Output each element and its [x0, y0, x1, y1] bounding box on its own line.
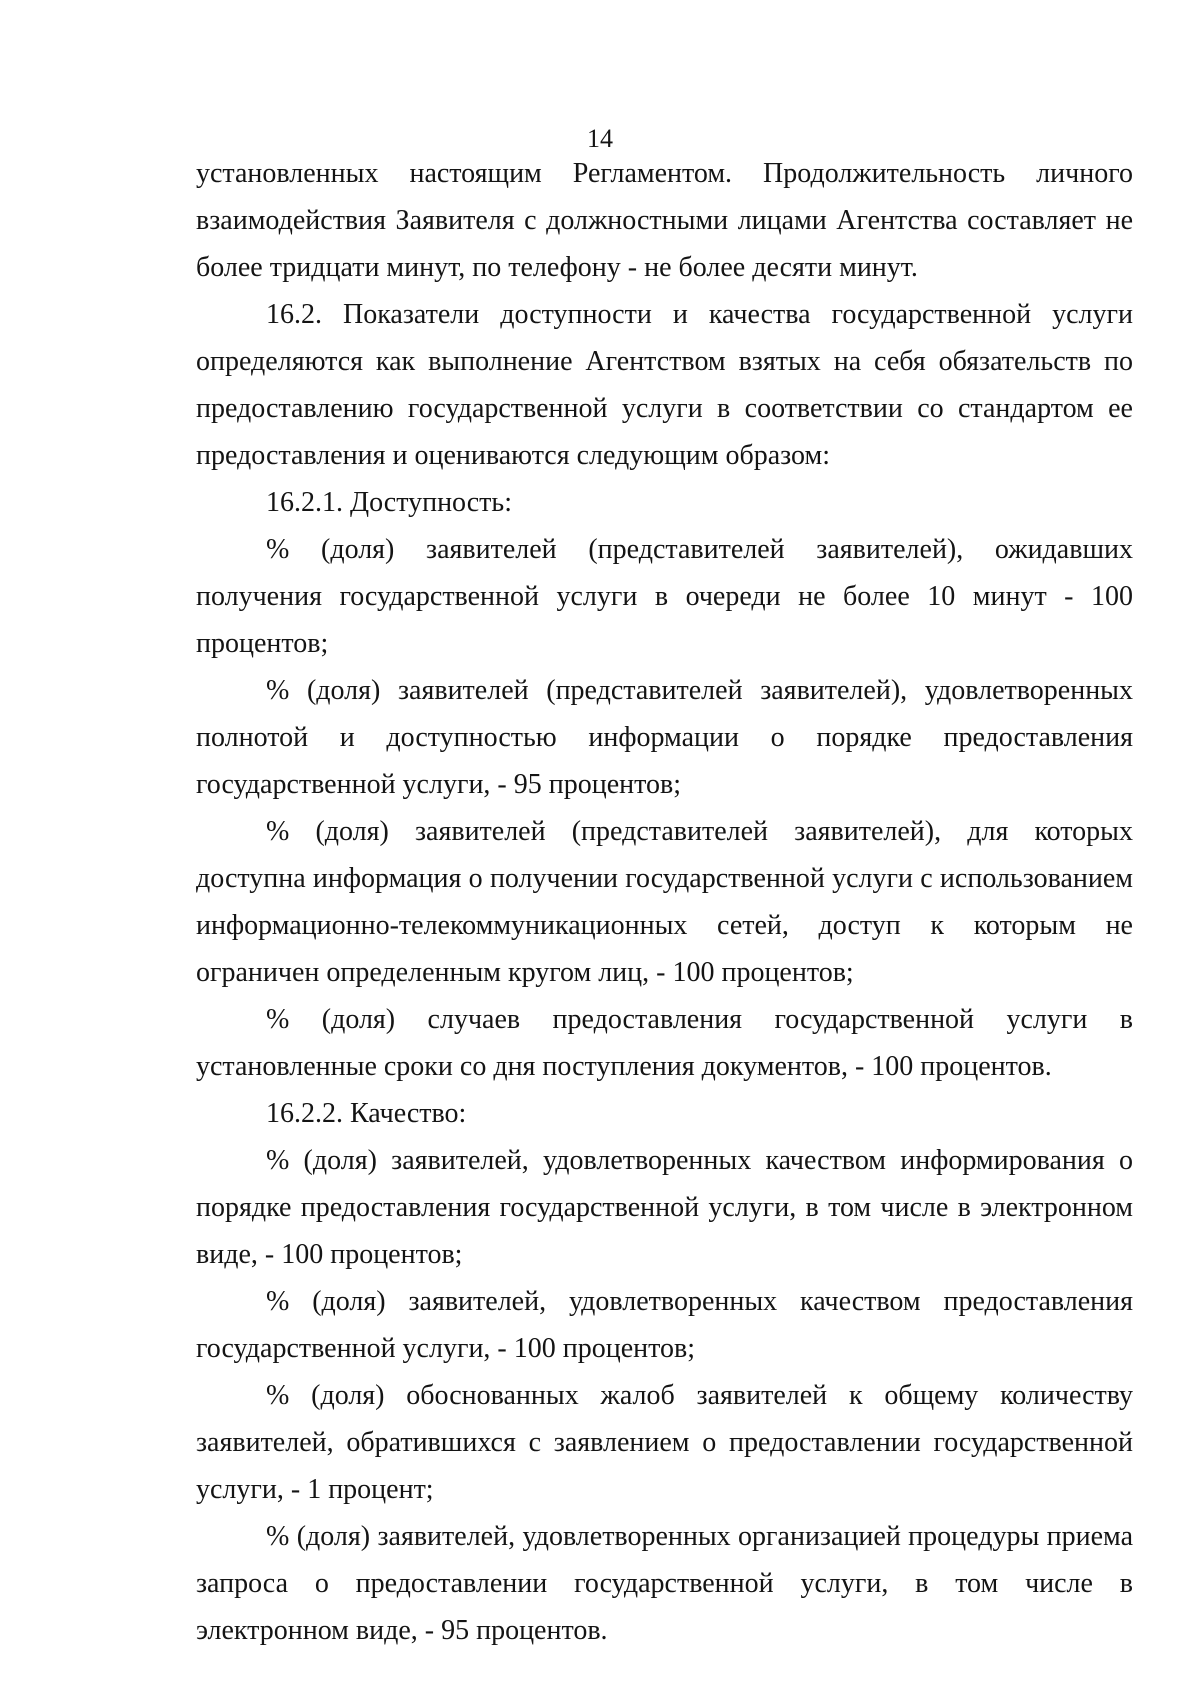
paragraph: 16.2. Показатели доступности и качества государственной услуги определяются как выполнение Агентством взятых на себя обязательств по предоставлению государственной услуги в соответствии со стандартом ее предоставления и оцениваются следующим образом: [196, 299, 1133, 471]
section-heading: 16.2.2. Качество: [266, 1098, 467, 1129]
paragraph: % (доля) заявителей, удовлетворенных качеством предоставления государственной услуги, - 100 процентов; [196, 1286, 1133, 1364]
paragraph: % (доля) заявителей (представителей заявителей), ожидавших получения государственной услуги в очереди не более 10 минут - 100 процентов; [196, 534, 1133, 659]
paragraph: % (доля) заявителей, удовлетворенных качеством информирования о порядке предоставления государственной услуги, в том числе в электронном виде, - 100 процентов; [196, 1145, 1133, 1270]
paragraph: % (доля) заявителей, удовлетворенных организацией процедуры приема запроса о предоставлении государственной услуги, в том числе в электронном виде, - 95 процентов. [196, 1521, 1133, 1646]
document-body [196, 150, 1133, 1654]
paragraph: % (доля) случаев предоставления государственной услуги в установленные сроки со дня поступления документов, - 100 процентов. [196, 1004, 1133, 1082]
paragraph: % (доля) заявителей (представителей заявителей), для которых доступна информация о получении государственной услуги с использованием информационно-телекоммуникационных сетей, доступ к которым не ограничен определенным кругом лиц, - 100 процентов; [196, 816, 1133, 988]
page-number: 14 [587, 124, 613, 153]
paragraph: установленных настоящим Регламентом. Продолжительность личного взаимодействия Заявителя с должностными лицами Агентства составляет не более тридцати минут, по телефону - не более десяти минут. [196, 158, 1133, 283]
paragraph: % (доля) обоснованных жалоб заявителей к общему количеству заявителей, обратившихся с заявлением о предоставлении государственной услуги, - 1 процент; [196, 1380, 1133, 1505]
paragraph: % (доля) заявителей (представителей заявителей), удовлетворенных полнотой и доступностью информации о порядке предоставления государственной услуги, - 95 процентов; [196, 675, 1133, 800]
section-heading: 16.2.1. Доступность: [266, 487, 512, 518]
